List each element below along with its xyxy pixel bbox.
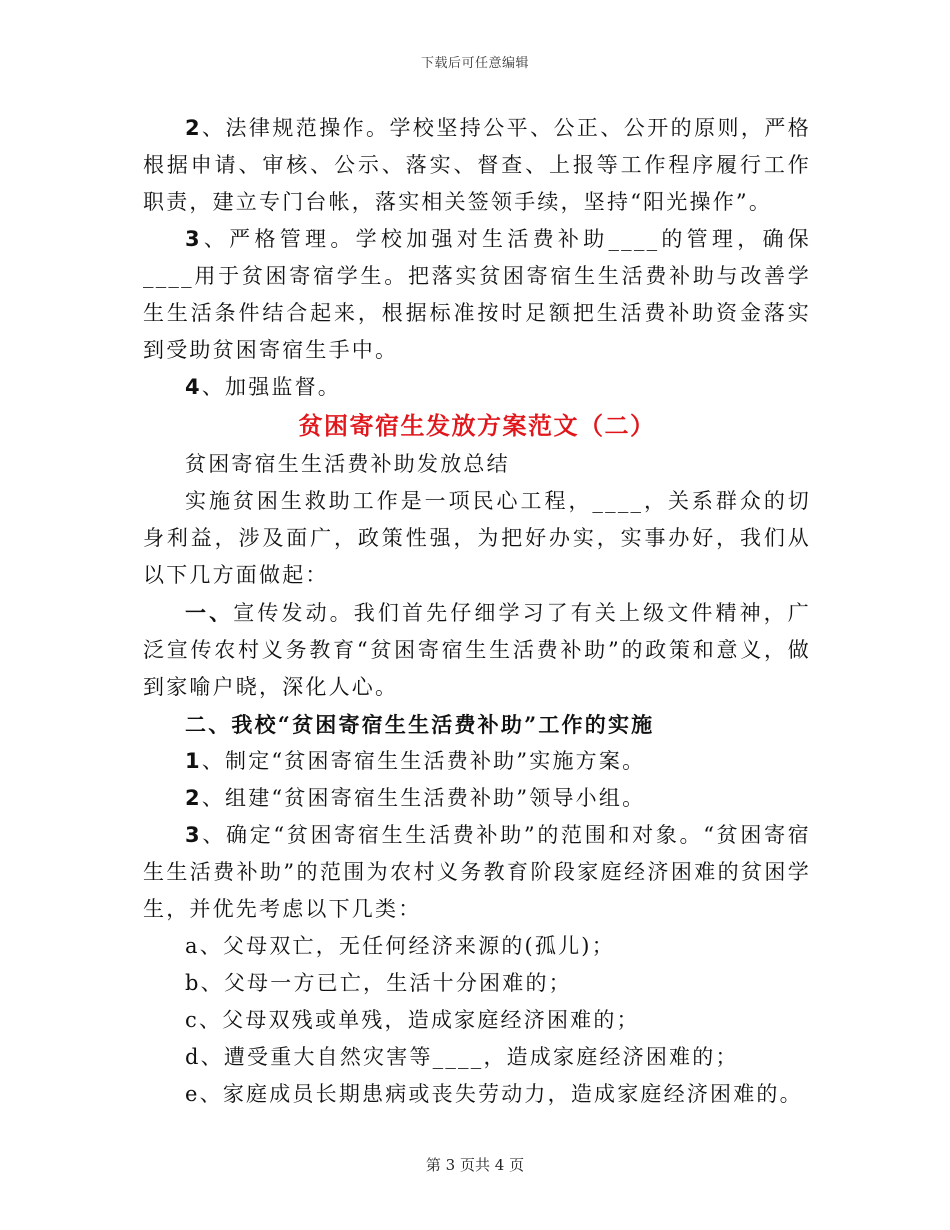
paragraph-supervision	[143, 369, 811, 406]
category-item: b、父母一方已亡，生活十分困难的；	[185, 971, 572, 995]
paragraph-number: 3	[185, 823, 202, 847]
category-item: c、父母双残或单残，造成家庭经济困难的；	[185, 1008, 640, 1032]
section-title: 贫困寄宿生发放方案范文（二）	[298, 411, 656, 440]
paragraph-number: 2	[185, 116, 202, 140]
paragraph-number: 1	[185, 749, 202, 773]
implementation-item	[143, 780, 811, 817]
paragraph-text: 、确定“贫困寄宿生生活费补助”的范围和对象。“贫困寄宿生生活费补助”的范围为农村义务教育阶段家庭经济困难的贫困学生，并优先考虑以下几类：	[143, 823, 811, 921]
document-body	[143, 110, 811, 1113]
paragraph-text: 、组建“贫困寄宿生生活费补助”领导小组。	[201, 786, 646, 810]
paragraph-publicity	[143, 594, 811, 706]
category-item: a、父母双亡，无任何经济来源的(孤儿)；	[185, 934, 615, 958]
implementation-item	[143, 743, 811, 780]
list-number: 一、	[185, 600, 234, 625]
paragraph-legal-operation	[143, 110, 811, 221]
category-item: d、遭受重大自然灾害等____，造成家庭经济困难的；	[185, 1045, 739, 1069]
paragraph-text: 、制定“贫困寄宿生生活费补助”实施方案。	[201, 749, 646, 773]
intro-paragraph: 实施贫困生救助工作是一项民心工程，____，关系群众的切身利益，涉及面广，政策性强，为把好办实，实事办好，我们从以下几方面做起：	[143, 489, 811, 587]
document-subtitle: 贫困寄宿生生活费补助发放总结	[185, 452, 510, 476]
paragraph-text: 宣传发动。我们首先仔细学习了有关上级文件精神，广泛宣传农村义务教育“贫困寄宿生生活费补助”的政策和意义，做到家喻户晓，深化人心。	[143, 601, 811, 699]
paragraph-text: 、严格管理。学校加强对生活费补助____的管理，确保____用于贫困寄宿学生。把落实贫困寄宿生生活费补助与改善学生生活条件结合起来，根据标准按时足额把生活费补助资金落实到受助贫困寄宿生手中。	[143, 227, 811, 362]
category-item: e、家庭成员长期患病或丧失劳动力，造成家庭经济困难的。	[185, 1082, 803, 1106]
paragraph-text: 、加强监督。	[201, 375, 342, 399]
page-footer: 第 3 页共 4 页	[425, 1156, 525, 1174]
page-header: 下载后可任意编辑	[420, 56, 529, 71]
paragraph-number: 4	[185, 375, 202, 399]
implementation-item	[143, 817, 811, 928]
paragraph-number: 2	[185, 786, 202, 810]
paragraph-text: 、法律规范操作。学校坚持公平、公正、公开的原则，严格根据申请、审核、公示、落实、督查、上报等工作程序履行工作职责，建立专门台帐，落实相关签领手续，坚持“阳光操作”。	[143, 116, 811, 214]
section-heading-implementation: 二、我校“贫困寄宿生生活费补助”工作的实施	[185, 712, 655, 737]
paragraph-number: 3	[185, 227, 202, 251]
paragraph-strict-management	[143, 221, 811, 369]
